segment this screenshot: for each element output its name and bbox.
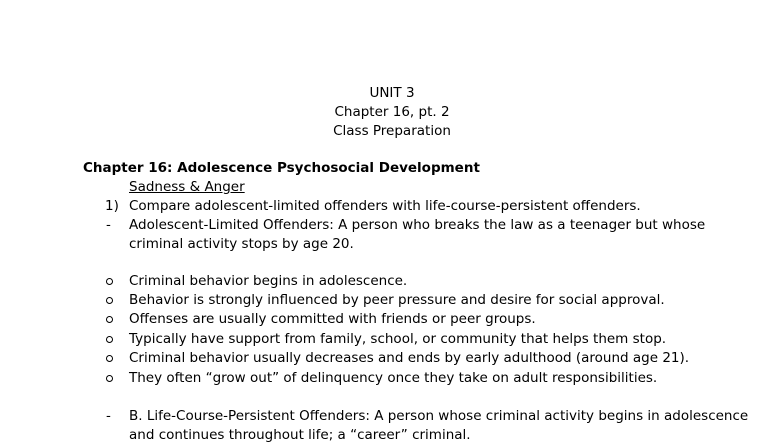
subheading: Sadness & Anger: [129, 179, 245, 195]
answer-a-line-1: Adolescent-Limited Offenders: A person who breaks the law as a teenager but whose: [129, 217, 706, 233]
answer-b-line-2: and continues throughout life; a “career” criminal.: [129, 427, 471, 443]
section-heading: Chapter 16: Adolescence Psychosocial Development: [83, 160, 480, 176]
chapter-title: Chapter 16, pt. 2: [334, 104, 450, 120]
bullet-text: Behavior is strongly influenced by peer pressure and desire for social approval.: [129, 292, 665, 308]
bullet-icon: [106, 297, 113, 304]
answer-b-line-1: B. Life-Course-Persistent Offenders: A person whose criminal activity begins in adolescence: [129, 408, 749, 424]
bullet-text: Typically have support from family, school, or community that helps them stop.: [129, 331, 667, 347]
bullet-icon: [106, 375, 113, 382]
bullet-icon: [106, 336, 113, 343]
subtitle: Class Preparation: [333, 123, 451, 139]
question-number: 1): [105, 198, 119, 214]
bullet-text: Criminal behavior begins in adolescence.: [129, 273, 408, 289]
unit-title: UNIT 3: [369, 85, 415, 101]
question-text: Compare adolescent-limited offenders with life-course-persistent offenders.: [129, 198, 641, 214]
bullet-text: They often “grow out” of delinquency once they take on adult responsibilities.: [129, 370, 658, 386]
answer-a-line-2: criminal activity stops by age 20.: [129, 236, 354, 252]
dash-marker-b: -: [106, 408, 111, 424]
bullet-text: Offenses are usually committed with friends or peer groups.: [129, 311, 536, 327]
bullet-icon: [106, 278, 113, 285]
bullet-text: Criminal behavior usually decreases and ends by early adulthood (around age 21).: [129, 350, 690, 366]
bullet-icon: [106, 316, 113, 323]
dash-marker-a: -: [106, 217, 111, 233]
bullet-icon: [106, 355, 113, 362]
